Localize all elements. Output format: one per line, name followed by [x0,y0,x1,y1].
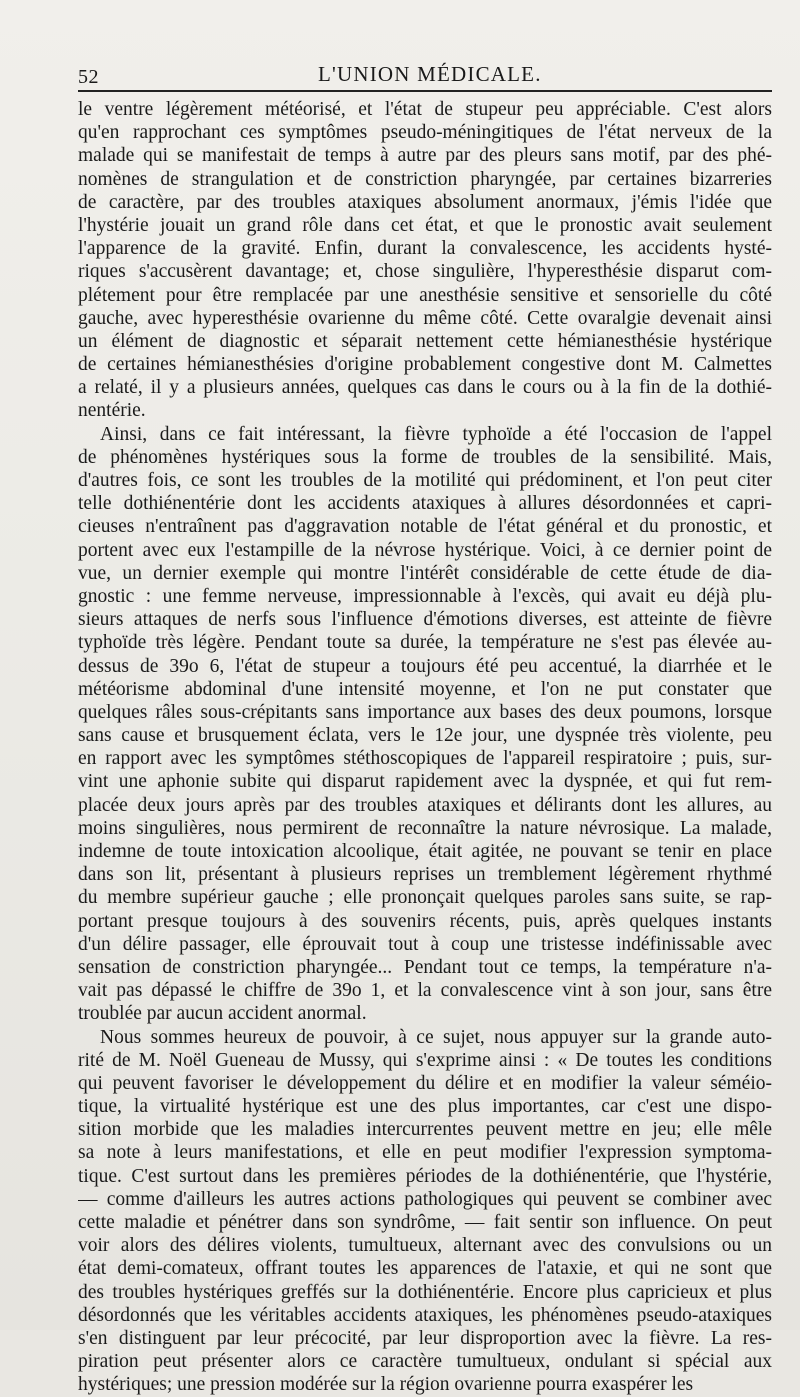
text-line: — comme d'ailleurs les autres actions pathologiques qui peuvent se combiner avec [78,1188,772,1210]
running-title: L'UNION MÉDICALE. [318,62,542,86]
text-line: rité de M. Noël Gueneau de Mussy, qui s'exprime ainsi : « De toutes les conditions [78,1049,772,1071]
text-line: s'en distinguent par leur précocité, par leur disproportion avec la fièvre. La res- [78,1327,772,1349]
text-line: d'autres fois, ce sont les troubles de la motilité qui prédominent, et l'on peut citer [78,470,772,491]
text-line: gnostic : une femme nerveuse, impressionnable à l'excès, qui avait eu déjà plu- [78,585,772,607]
text-line: l'hystérie jouait un grand rôle dans cet état, et que le pronostic avait seulement [78,214,772,236]
text-line: l'apparence de la gravité. Enfin, durant la convalescence, les accidents hysté- [78,238,772,260]
text-line: malade qui se manifestait de temps à autre par des pleurs sans motif, par des phé- [78,145,772,167]
text-line: sensation de constriction pharyngée... Pendant tout ce temps, la température n'a- [78,956,772,978]
text-line: météorisme abdominal d'une intensité moyenne, et l'on ne put constater que [78,678,772,700]
text-line: du membre supérieur gauche ; elle prononçait quelques paroles sans suite, se rap- [78,887,772,909]
page-number: 52 [78,66,99,88]
text-line: vait pas dépassé le chiffre de 39o 1, et la convalescence vint à son jour, sans être [78,980,772,1002]
text-line: état demi-comateux, offrant toutes les apparences de l'ataxie, et qui ne sont que [78,1258,772,1280]
text-line: sition morbide que les maladies intercurrentes peuvent mettre en jeu; elle mêle [78,1119,772,1141]
text-line: cieuses n'entraînent pas d'aggravation notable de l'état général et du pronostic, et [78,516,772,538]
text-line: sa note à leurs manifestations, et elle en peut modifier l'expression symptoma- [78,1142,772,1164]
text-line: plétement pour être remplacée par une anesthésie sensitive et sensorielle du côté [78,284,772,306]
text-line: voir alors des délires violents, tumultueux, alternant avec des convulsions ou un [78,1235,772,1257]
text-line: a relaté, il y a plusieurs années, quelques cas dans le cours ou à la fin de la dothié- [78,377,772,399]
text-line: gauche, avec hyperesthésie ovarienne du même côté. Cette ovaralgie devenait ainsi [78,307,772,329]
header-rule [78,90,772,92]
text-line: vint une aphonie subite qui disparut rapidement avec la dyspnée, et qui fut rem- [78,771,772,793]
text-line: nomènes de strangulation et de constriction pharyngée, par certaines bizarreries [78,168,772,190]
text-line: telle dothiénentérie dont les accidents ataxiques à allures désordonnées et capri- [78,493,772,515]
text-line: placée deux jours après par des troubles ataxiques et délirants dont les allures, au [78,794,772,816]
text-line: troublée par aucun accident anormal. [78,1003,367,1025]
text-line: Nous sommes heureux de pouvoir, à ce sujet, nous appuyer sur la grande auto- [100,1026,772,1048]
text-line: le ventre légèrement météorisé, et l'état de stupeur peu appréciable. C'est alors [78,99,772,120]
text-line: dessus de 39o 6, l'état de stupeur a toujours été peu accentué, la diarrhée et le [78,655,772,677]
paragraph [78,98,772,423]
text-line: en rapport avec les symptômes stéthoscopiques de l'appareil respiratoire ; puis, sur- [78,748,772,770]
text-line: riques s'accusèrent davantage; et, chose singulière, l'hyperesthésie disparut com- [78,261,772,283]
text-line: désordonnés que les véritables accidents ataxiques, les phénomènes pseudo-ataxiques [78,1304,772,1326]
text-line: qui peuvent favoriser le développement du délire et en modifier la valeur séméio- [78,1072,772,1094]
text-line: hystériques; une pression modérée sur la région ovarienne pourra exaspérer les [78,1374,694,1396]
text-line: sieurs attaques de nerfs sous l'influence d'émotions diverses, est atteinte de fièvre [78,609,772,631]
text-line: indemne de toute intoxication alcoolique, était agitée, ne pouvant se tenir en place [78,841,772,862]
text-line: dans son lit, présentant à plusieurs reprises un tremblement légèrement rhythmé [78,864,772,886]
text-line: qu'en rapprochant ces symptômes pseudo-méningitiques de l'état nerveux de la [78,122,772,144]
text-line: sans cause et brusquement éclata, vers le 12e jour, une dyspnée très violente, peu [78,725,772,747]
text-line: de caractère, par des troubles ataxiques absolument anormaux, j'émis l'idée que [78,191,772,213]
text-line: un élément de diagnostic et séparait nettement cette hémianesthésie hystérique [78,330,772,352]
text-line: de certaines hémianesthésies d'origine probablement congestive dont M. Calmettes [78,354,772,376]
text-line: de phénomènes hystériques sous la forme de troubles de la sensibilité. Mais, [78,446,772,468]
page-header [78,60,772,86]
text-line: des troubles hystériques greffés sur la dothiénentérie. Encore plus capricieux et plus [78,1281,772,1303]
text-line: d'un délire passager, elle éprouvait tout à coup une tristesse indéfinissable avec [78,933,772,955]
paragraph [78,423,772,1026]
text-line: portent avec eux l'estampille de la névrose hystérique. Voici, à ce dernier point de [78,539,772,561]
text-line: piration peut présenter alors ce caractère tumultueux, ondulant si spécial aux [78,1351,772,1373]
text-line: portant presque toujours à des souvenirs récents, puis, après quelques instants [78,910,772,932]
text-line: cette maladie et pénétrer dans son syndrôme, — fait sentir son influence. On peut [78,1212,772,1233]
text-line: vue, un dernier exemple qui montre l'intérêt considérable de cette étude de dia- [78,562,772,584]
body-text [78,98,772,1397]
text-line: Ainsi, dans ce fait intéressant, la fièvre typhoïde a été l'occasion de l'appel [100,423,772,445]
text-line: tique, la virtualité hystérique est une des plus importantes, car c'est une dispo- [78,1096,772,1118]
paragraph [78,1026,772,1397]
text-line: tique. C'est surtout dans les premières périodes de la dothiénentérie, que l'hystérie, [78,1165,772,1187]
text-line: nentérie. [78,400,146,422]
text-line: typhoïde très légère. Pendant toute sa durée, la température ne s'est pas élevée au- [78,632,772,654]
text-line: quelques râles sous-crépitants sans importance aux bases des deux poumons, lorsque [78,701,772,723]
text-line: moins singulières, nous permirent de reconnaître la nature névrosique. La malade, [78,817,772,839]
